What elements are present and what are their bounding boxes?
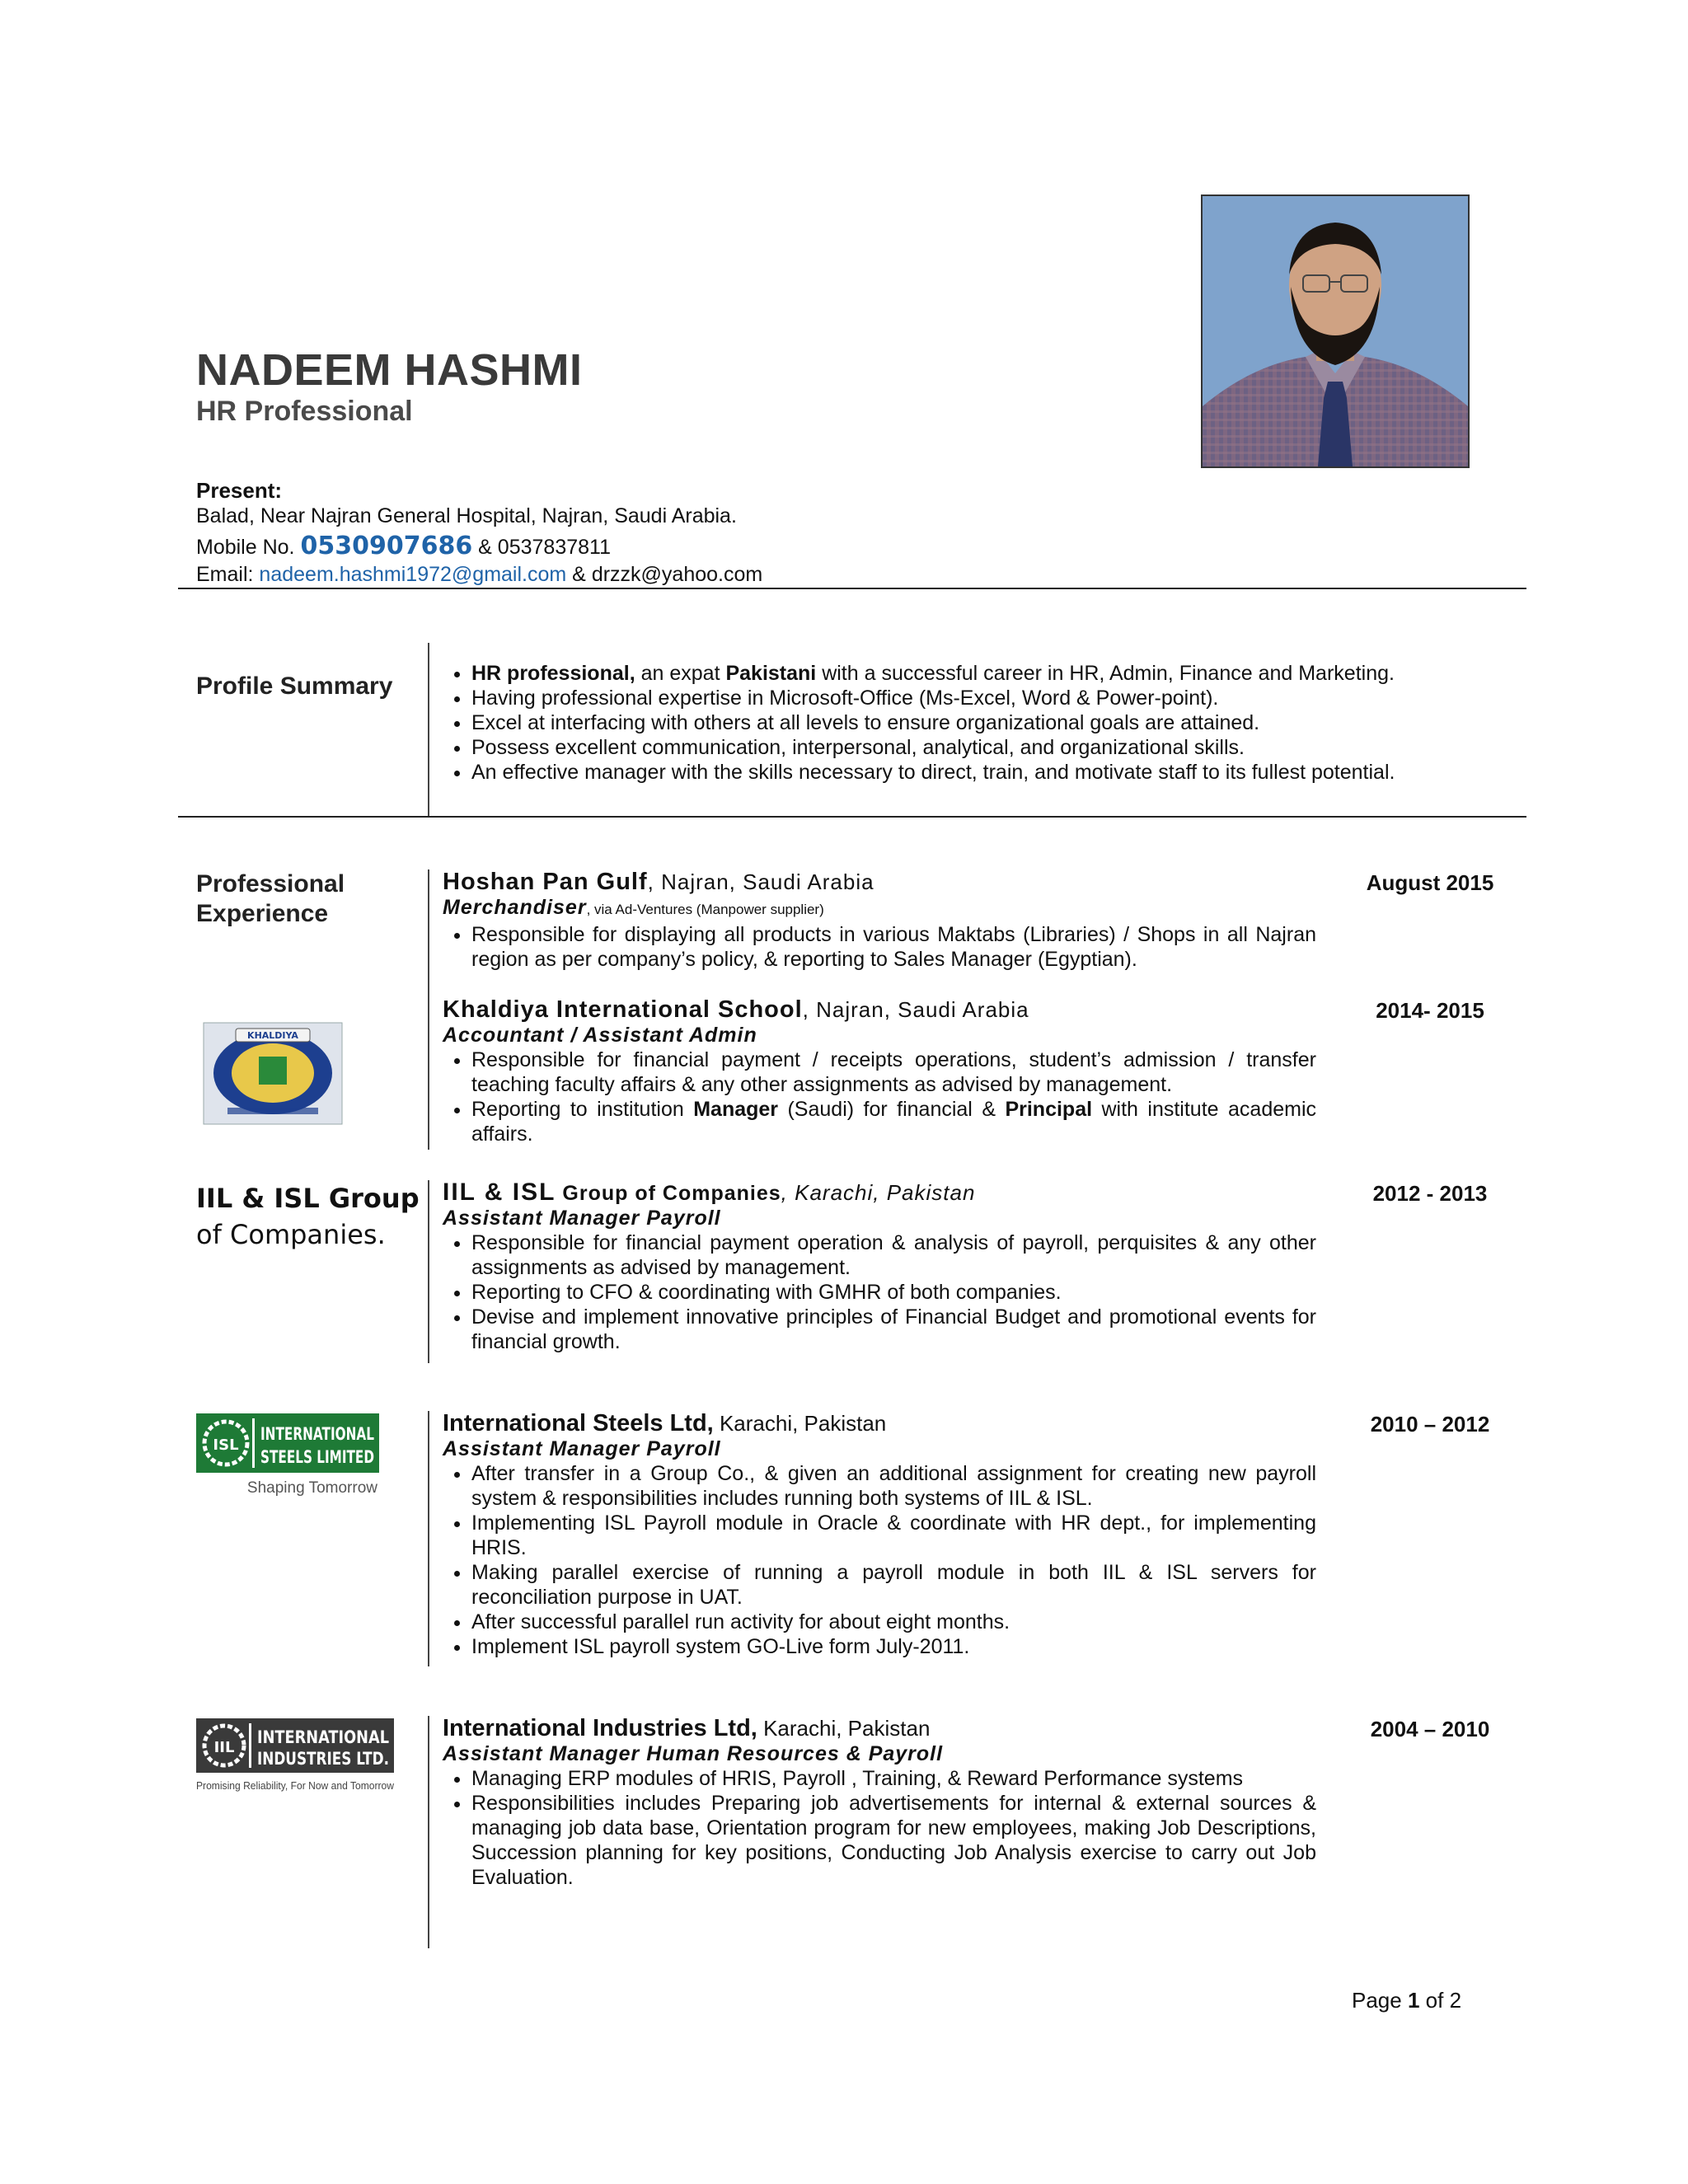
employer-location: Karachi, Pakistan — [713, 1411, 887, 1436]
mobile-secondary[interactable]: 0537837811 — [497, 536, 611, 559]
employer-location: , Najran, Saudi Arabia — [647, 869, 874, 894]
svg-text:INTERNATIONAL: INTERNATIONAL — [257, 1727, 389, 1747]
khaldiya-logo — [203, 1022, 343, 1125]
job-bullet: • Responsible for financial payment / receipts operations, student’s admission / transfer teaching faculty affairs & any other assignments as advised by management. — [471, 1047, 1316, 1097]
header-divider — [178, 588, 1526, 589]
page-number: Page 1 of 2 — [1352, 1988, 1462, 2013]
svg-text:Promising Reliability, For Now: Promising Reliability, For Now and Tomorrow — [196, 1779, 395, 1792]
profile-item: • An effective manager with the skills necessary to direct, train, and motivate staff to its fullest potential. — [471, 760, 1456, 785]
job-bullet: • Reporting to CFO & coordinating with GMHR of both companies. — [471, 1280, 1316, 1305]
profile-summary-list — [443, 661, 1456, 785]
job-title: Assistant Manager Payroll — [443, 1437, 721, 1460]
experience-vertical-divider — [428, 869, 429, 1150]
job-date: August 2015 — [1366, 870, 1494, 895]
profile-vertical-divider — [428, 643, 429, 816]
job-bullet: • Implement ISL payroll system GO-Live form July-2011. — [471, 1634, 1316, 1659]
school-crest-icon — [203, 1022, 343, 1125]
group-label: IIL & ISL Group of Companies. — [196, 1183, 420, 1250]
email-label: Email: — [196, 563, 254, 586]
profile-item: • Possess excellent communication, interpersonal, analytical, and organizational skills. — [471, 735, 1456, 760]
email-line — [196, 563, 762, 587]
job-title: Assistant Manager Payroll — [443, 1207, 721, 1230]
isl-logo — [196, 1413, 379, 1500]
job-bullet: • Responsibilities includes Preparing job advertisements for internal & external sources & managing job data base, Orientation program for new employees, making Job Descriptions, Succession planning for key positions, Conducting Job Analysis exercise to carry out Job Evaluation. — [471, 1791, 1316, 1890]
email-separator: & — [572, 563, 586, 586]
present-label: Present: — [196, 478, 283, 503]
job-bullet: • Responsible for displaying all products in various Maktabs (Libraries) / Shops in all Najran region as per company’s policy, & reporting to Sales Manager (Egyptian). — [471, 922, 1316, 972]
employer-name: International Steels Ltd, — [443, 1410, 714, 1436]
job-title: Accountant / Assistant Admin — [443, 1024, 757, 1047]
mobile-primary[interactable]: 0530907686 — [300, 532, 473, 560]
job-bullet: • Responsible for financial payment operation & analysis of payroll, perquisites & any other assignments as advised by management. — [471, 1230, 1316, 1280]
job-bullet: • After successful parallel run activity for about eight months. — [471, 1610, 1316, 1634]
profile-summary-label: Profile Summary — [196, 673, 393, 700]
svg-text:Shaping Tomorrow: Shaping Tomorrow — [246, 1479, 377, 1497]
profile-divider — [178, 816, 1526, 818]
person-photo-icon — [1203, 196, 1468, 466]
job-bullet: • Making parallel exercise of running a payroll module in both IIL & ISL servers for reconciliation purpose in UAT. — [471, 1560, 1316, 1610]
job-date: 2004 – 2010 — [1370, 1717, 1490, 1741]
profile-item: • Excel at interfacing with others at all levels to ensure organizational goals are attained. — [471, 710, 1456, 735]
mobile-line — [196, 532, 611, 560]
profile-item: • HR professional, an expat Pakistani with a successful career in HR, Admin, Finance and Marketing. — [471, 661, 1456, 686]
iil-company-logo-icon — [196, 1718, 398, 1797]
job-title: Merchandiser — [443, 896, 587, 919]
experience-vertical-divider — [428, 1180, 429, 1363]
job-entry — [443, 997, 1316, 1146]
profile-item: • Having professional expertise in Microsoft-Office (Ms-Excel, Word & Power-point). — [471, 686, 1456, 710]
job-entry — [443, 869, 1316, 972]
iil-logo — [196, 1718, 398, 1797]
job-bullet: • Reporting to institution Manager (Saudi) for financial & Principal with institute academic affairs. — [471, 1097, 1316, 1146]
email-secondary[interactable]: drzzk@yahoo.com — [591, 563, 763, 586]
job-entry — [443, 1180, 1316, 1354]
mobile-separator: & — [478, 536, 492, 559]
job-entry — [443, 1716, 1316, 1890]
job-date: 2012 - 2013 — [1372, 1181, 1488, 1206]
job-bullet: • Managing ERP modules of HRIS, Payroll , Training, & Reward Performance systems — [471, 1766, 1316, 1791]
employer-location: , Karachi, Pakistan — [781, 1180, 976, 1205]
svg-text:INDUSTRIES LTD.: INDUSTRIES LTD. — [257, 1749, 389, 1769]
mobile-label: Mobile No. — [196, 536, 295, 559]
svg-text:IIL: IIL — [213, 1739, 235, 1756]
employer-name-rest: Group of Companies — [556, 1182, 781, 1205]
profile-photo — [1201, 194, 1470, 468]
job-entry — [443, 1411, 1316, 1659]
employer-location: , Najran, Saudi Arabia — [802, 997, 1029, 1022]
job-bullet: • After transfer in a Group Co., & given an additional assignment for creating new payroll system & responsibilities includes running both systems of IIL & ISL. — [471, 1461, 1316, 1511]
experience-vertical-divider — [428, 1411, 429, 1666]
employer-name: Khaldiya International School — [443, 996, 803, 1023]
job-bullet: • Implementing ISL Payroll module in Oracle & coordinate with HR dept., for implementing HRIS. — [471, 1511, 1316, 1560]
job-bullet: • Devise and implement innovative principles of Financial Budget and promotional events for financial growth. — [471, 1305, 1316, 1354]
candidate-role: HR Professional — [196, 396, 413, 427]
job-date: 2010 – 2012 — [1370, 1412, 1490, 1436]
job-date: 2014- 2015 — [1376, 998, 1484, 1023]
address: Balad, Near Najran General Hospital, Najran, Saudi Arabia. — [196, 504, 737, 527]
experience-label: Professional Experience — [196, 870, 345, 927]
job-title-note: , via Ad-Ventures (Manpower supplier) — [586, 902, 824, 917]
isl-company-logo-icon — [196, 1413, 379, 1500]
job-title: Assistant Manager Human Resources & Payroll — [443, 1742, 944, 1765]
employer-name: International Industries Ltd, — [443, 1715, 757, 1741]
employer-location: Karachi, Pakistan — [757, 1716, 931, 1741]
svg-text:KHALDIYA: KHALDIYA — [247, 1030, 298, 1041]
svg-text:ISL: ISL — [213, 1436, 239, 1454]
employer-name: IIL & ISL — [443, 1179, 556, 1206]
experience-vertical-divider — [428, 1716, 429, 1948]
svg-text:INTERNATIONAL: INTERNATIONAL — [260, 1424, 374, 1444]
employer-name: Hoshan Pan Gulf — [443, 869, 648, 895]
email-primary-link[interactable]: nadeem.hashmi1972@gmail.com — [259, 563, 567, 586]
svg-text:STEELS LIMITED: STEELS LIMITED — [260, 1447, 374, 1467]
candidate-name: NADEEM HASHMI — [196, 345, 583, 395]
